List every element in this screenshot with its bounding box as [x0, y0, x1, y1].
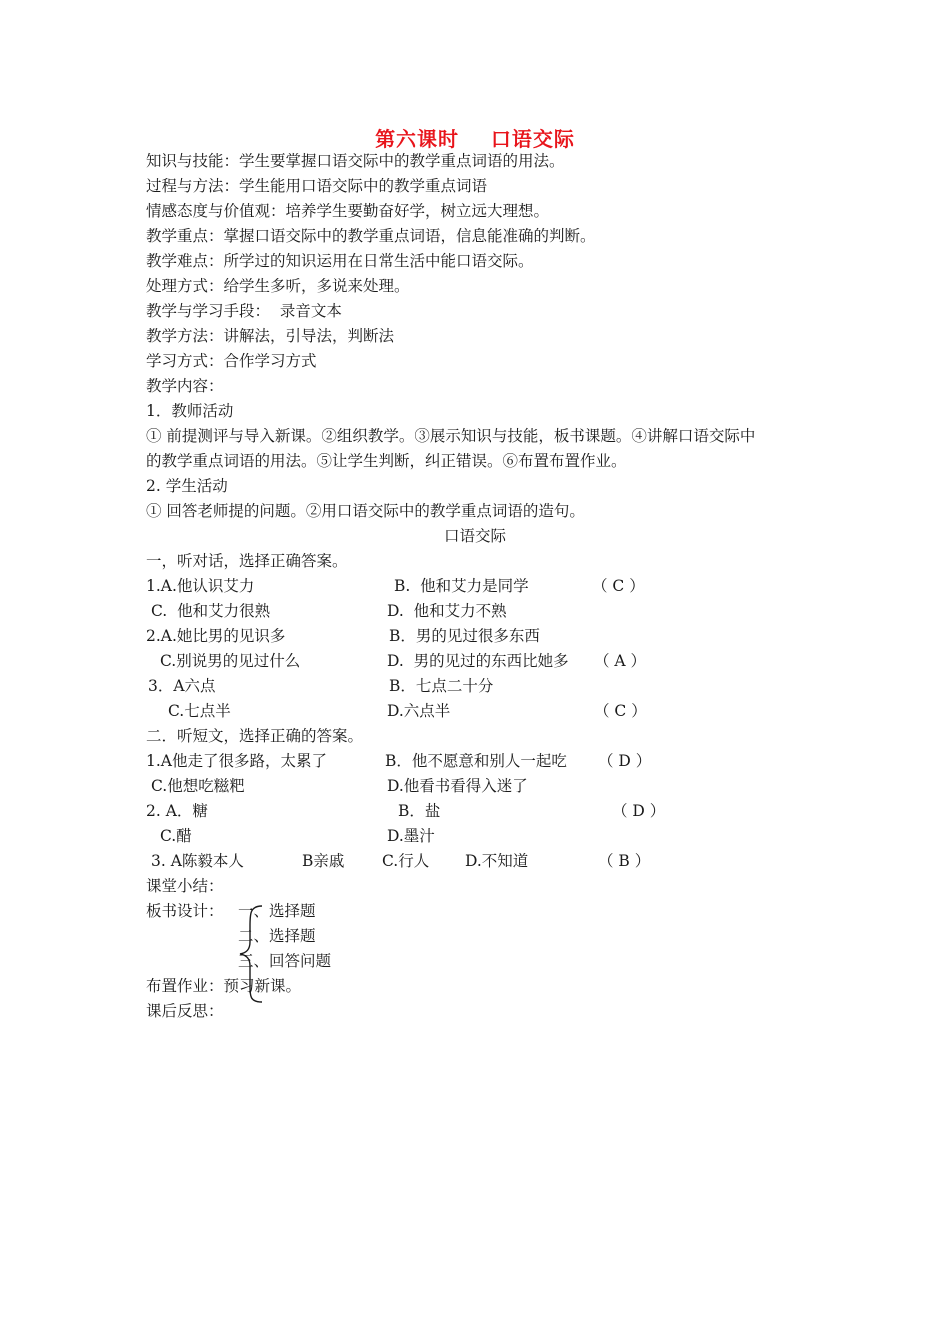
question-option: B. 他和艾力是同学 [394, 577, 529, 595]
student-activity-heading: 2. 学生活动 [146, 477, 228, 495]
board-item: 二、选择题 [238, 927, 316, 945]
question-option: C.七点半 [168, 702, 231, 720]
objective-line: 过程与方法：学生能用口语交际中的教学重点词语 [146, 177, 488, 195]
board-label: 板书设计： [146, 902, 224, 920]
question-option: C.他想吃糍粑 [151, 777, 245, 795]
question-answer: （ A ） [594, 652, 647, 670]
question-option: D.他看书看得入迷了 [387, 777, 528, 795]
question-option: C.醋 [160, 827, 192, 845]
question-option: B．盐 [398, 802, 441, 820]
question-option: D.六点半 [387, 702, 451, 720]
question-option: B．七点二十分 [389, 677, 494, 695]
objective-line: 学习方式：合作学习方式 [146, 352, 317, 370]
board-item: 三、回答问题 [238, 952, 332, 970]
question-option: 2.A.她比男的见识多 [146, 627, 286, 645]
question-option: C.别说男的见过什么 [160, 652, 301, 670]
reflection-line: 课后反思： [146, 1002, 224, 1020]
page-title: 第六课时 口语交际 [375, 127, 575, 151]
question-option: D. 他和艾力不熟 [387, 602, 507, 620]
objective-line: 教学方法：讲解法，引导法，判断法 [146, 327, 395, 345]
objective-line: 教学重点：掌握口语交际中的教学重点词语，信息能准确的判断。 [146, 227, 596, 245]
question-option: D.墨汁 [387, 827, 435, 845]
question-option: 3. A陈毅本人 [151, 852, 244, 870]
question-answer: （ D ） [612, 802, 666, 820]
board-item: 一、选择题 [238, 902, 316, 920]
part1-heading: 一，听对话，选择正确答案。 [146, 552, 348, 570]
summary-label: 课堂小结： [146, 877, 224, 895]
question-answer: （ B ） [598, 852, 651, 870]
question-option: B．他不愿意和别人一起吃 [385, 752, 567, 770]
question-option: 2. A．糖 [146, 802, 208, 820]
objective-line: 教学与学习手段： 录音文本 [146, 302, 342, 320]
question-option: D. 男的见过的东西比她多 [387, 652, 569, 670]
question-option: 1.A他走了很多路，太累了 [146, 752, 327, 770]
question-option: B亲戚 [302, 852, 345, 870]
objective-line: 情感态度与价值观：培养学生要勤奋好学，树立远大理想。 [146, 202, 550, 220]
question-option: B．男的见过很多东西 [389, 627, 540, 645]
objective-line: 知识与技能：学生要掌握口语交际中的教学重点词语的用法。 [146, 152, 565, 170]
teacher-activity-line: 的教学重点词语的用法。⑤让学生判断，纠正错误。⑥布置布置作业。 [146, 452, 627, 470]
question-option: 3．A六点 [148, 677, 216, 695]
question-answer: （ C ） [592, 577, 645, 595]
question-answer: （ D ） [598, 752, 652, 770]
teacher-activity-line: ① 前提测评与导入新课。②组织教学。③展示知识与技能，板书课题。④讲解口语交际中 [146, 427, 756, 445]
student-activity-line: ① 回答老师提的问题。②用口语交际中的教学重点词语的造句。 [146, 502, 585, 520]
section-title: 口语交际 [443, 527, 506, 545]
objective-line: 教学难点：所学过的知识运用在日常生活中能口语交际。 [146, 252, 534, 270]
question-option: C. 他和艾力很熟 [151, 602, 271, 620]
question-option: C.行人 [382, 852, 430, 870]
question-answer: （ C ） [594, 702, 647, 720]
teacher-activity-heading: 1．教师活动 [146, 402, 234, 420]
objective-line: 处理方式：给学生多听，多说来处理。 [146, 277, 410, 295]
part2-heading: 二．听短文，选择正确的答案。 [146, 727, 364, 745]
homework-line: 布置作业：预习新课。 [146, 977, 302, 995]
question-option: 1.A.他认识艾力 [146, 577, 255, 595]
objective-line: 教学内容： [146, 377, 224, 395]
question-option: D.不知道 [465, 852, 529, 870]
